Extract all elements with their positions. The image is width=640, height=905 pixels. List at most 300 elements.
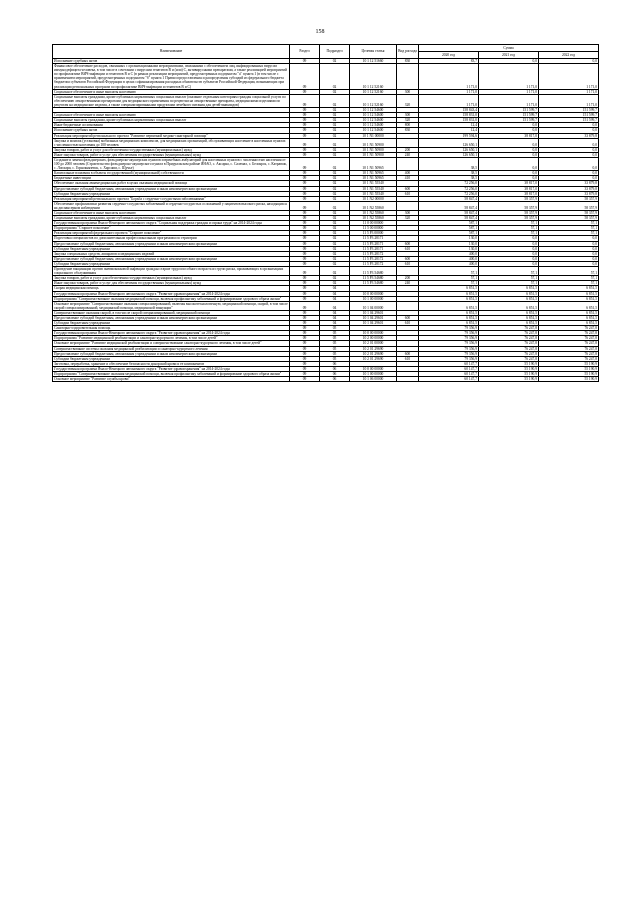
cell-type [397,64,419,90]
cell-section: 09 [290,216,320,221]
table-row [53,94,599,107]
cell-type: 300 [397,211,419,216]
cell-target: 10 0 00 00000 [350,331,397,336]
cell-target: 10 1 12 52160 [350,64,397,90]
cell-2022: 0,0 [539,152,599,157]
cell-section: 09 [290,133,320,138]
cell-2020: 79 356,9 [419,341,479,346]
cell-subsection: 02 [320,157,350,170]
cell-section: 09 [290,191,320,196]
cell-subsection: 02 [320,176,350,181]
cell-subsection: 02 [320,133,350,138]
cell-2022: 76 247,8 [539,346,599,351]
cell-name: Социальные выплаты гражданам, кроме публичных нормативных социальных выплат [53,118,290,123]
cell-subsection: 02 [320,267,350,276]
cell-section: 09 [290,113,320,118]
cell-2020: 587,1 [419,231,479,236]
cell-2021: 55 190,9 [479,366,539,371]
cell-target: 10 1 00 00000 [350,372,397,377]
cell-name: Подпрограмма "Совершенствование оказания медицинской помощи, включая профилактику заболеваний и формирование здорового образа жизни" [53,296,290,301]
cell-2020: 6 851,5 [419,286,479,291]
cell-2020: 6 851,5 [419,291,479,296]
cell-name: Реализация мероприятий регионального проекта "Борьба с сердечно-сосудистыми заболеваниями" [53,196,290,201]
cell-2021: 6 851,5 [479,321,539,326]
cell-subsection: 06 [320,361,350,366]
cell-name: Предоставление субсидий бюджетным, автономным учреждениям и иным некоммерческим организациям [53,256,290,261]
table-row [53,301,599,310]
cell-2020: 79 356,9 [419,326,479,331]
cell-2021: 57,1 [479,221,539,226]
cell-target: 10 1 12 54600 [350,118,397,123]
cell-type: 610 [397,356,419,361]
cell-section: 09 [290,261,320,266]
cell-name: Социальные выплаты гражданам, кроме публичных нормативных социальных выплат (оказание отдельным категориям граждан социальной услуги по обеспечению лекарственными препаратами для медицинского применения по рецептам на лекарственные препараты, медицинскими изделиями по рецептам на медицинские изделия, а также специализированными продуктами лечебного питания для детей-инвалидов) [53,94,290,107]
cell-2020: 1 171,0 [419,89,479,94]
cell-section: 09 [290,276,320,281]
cell-2021: 76 247,8 [479,336,539,341]
cell-section: 09 [290,196,320,201]
cell-name: Санаторно-оздоровительная помощь [53,326,290,331]
header-section: Раздел [290,45,320,59]
cell-target: 10 1 N1 50900 [350,138,397,147]
cell-target: 10 1 12 52160 [350,89,397,94]
cell-section: 09 [290,315,320,320]
cell-type: 610 [397,321,419,326]
cell-name: Субсидии бюджетным учреждениям [53,261,290,266]
cell-name: Совершенствование оказания скорой, в том числе скорой специализированной, медицинской помощи [53,310,290,315]
cell-target: 10 1 12 51660 [350,59,397,64]
cell-2022: 57,1 [539,267,599,276]
cell-type [397,301,419,310]
cell-name: Обеспечение оказания авиамедицинских работ в целях оказания медицинской помощи [53,181,290,186]
cell-target: 10 1 N1 50900 [350,147,397,152]
cell-type: 300 [397,113,419,118]
cell-2021: 76 247,8 [479,356,539,361]
cell-name: Подпрограмма "Старшее поколение" [53,226,290,231]
cell-2021: 1 171,0 [479,94,539,107]
cell-target: 11 5 00 00000 [350,226,397,231]
cell-subsection: 02 [320,196,350,201]
cell-name: Иные закупки товаров, работ и услуг для обеспечения государственных (муниципальных) нужд [53,281,290,286]
cell-subsection: 06 [320,372,350,377]
cell-target: 10 1 N1 00000 [350,133,397,138]
cell-type: 800 [397,123,419,128]
cell-section: 09 [290,326,320,331]
cell-2022: 1 171,0 [539,64,599,90]
cell-2021: 6 851,5 [479,301,539,310]
cell-name: Обеспечение профилактики развития сердечно-сосудистых заболеваний и сердечно-сосудистых осложнений у пациентов высокого риска, находящихся на диспансерном наблюдении [53,201,290,210]
cell-2021: 0,0 [479,128,539,133]
cell-section: 09 [290,94,320,107]
cell-type: 320 [397,118,419,123]
cell-subsection: 04 [320,286,350,291]
cell-2020: 79 356,9 [419,346,479,351]
cell-subsection: 04 [320,310,350,315]
cell-target: 10 1 12 52160 [350,94,397,107]
cell-name: Социальные выплаты гражданам, кроме публичных нормативных социальных выплат [53,216,290,221]
cell-target: 10 2 01 29690 [350,356,397,361]
cell-section: 09 [290,286,320,291]
header-year-2022: 2022 год [539,52,599,59]
cell-target: 10 2 01 00000 [350,341,397,346]
cell-section: 09 [290,346,320,351]
cell-subsection: 02 [320,181,350,186]
cell-2022: 55 190,9 [539,372,599,377]
cell-section: 09 [290,128,320,133]
cell-2022: 76 247,8 [539,331,599,336]
cell-section: 09 [290,377,320,382]
cell-section: 09 [290,108,320,113]
cell-2020: 72 256,0 [419,191,479,196]
cell-2020: 126 650,1 [419,138,479,147]
cell-2020: 199 594,6 [419,133,479,138]
cell-section: 09 [290,251,320,256]
cell-subsection: 05 [320,356,350,361]
cell-2022: 151 599,7 [539,118,599,123]
cell-type: 610 [397,246,419,251]
cell-target: 10 1 N2 55860 [350,211,397,216]
cell-name: Социальное обеспечение и иные выплаты населению [53,89,290,94]
cell-2020: 158 843,4 [419,108,479,113]
cell-section: 09 [290,351,320,356]
cell-2020: 60 147,7 [419,372,479,377]
cell-target: 11 5 P3 28171 [350,236,397,241]
cell-name: Субсидии бюджетным учреждениям [53,321,290,326]
cell-2020: 60 147,7 [419,377,479,382]
cell-name: Реализация мероприятий регионального проекта "Развитие первичной медико-санитарной помощи" [53,133,290,138]
cell-2022: 33 879,8 [539,181,599,186]
cell-name: Капитальные вложения в объекты государственной (муниципальной) собственности [53,171,290,176]
cell-2021: 0,0 [479,236,539,241]
cell-section: 09 [290,310,320,315]
cell-2021: 1 171,0 [479,89,539,94]
cell-2021: 58 357,9 [479,216,539,221]
cell-subsection: 05 [320,336,350,341]
cell-2021: 57,1 [479,231,539,236]
cell-name: Государственная программа Ямало-Ненецкого автономного округа "Развитие здравоохранения" на 2014-2024 годы [53,331,290,336]
cell-2021: 57,1 [479,281,539,286]
cell-target: 11 0 00 00000 [350,221,397,226]
cell-target: 10 1 N2 55860 [350,216,397,221]
header-subsection: Подраздел [320,45,350,59]
cell-2020: 158 831,0 [419,113,479,118]
cell-subsection: 02 [320,59,350,64]
cell-target: 10 1 N1 55540 [350,186,397,191]
cell-type: 600 [397,351,419,356]
cell-section: 09 [290,89,320,94]
cell-subsection: 04 [320,301,350,310]
header-target: Целевая статья [350,45,397,59]
cell-subsection: 02 [320,191,350,196]
cell-target: 11 5 P3 28172 [350,251,397,256]
cell-subsection: 02 [320,256,350,261]
cell-subsection: 02 [320,241,350,246]
cell-2020: 12,4 [419,123,479,128]
cell-2021: 55 190,9 [479,372,539,377]
cell-target: 10 1 12 54600 [350,128,397,133]
cell-target: 10 0 00 00000 [350,366,397,371]
cell-2022: 0,0 [539,261,599,266]
cell-2021: 76 247,8 [479,351,539,356]
cell-type [397,138,419,147]
cell-2022: 0,0 [539,251,599,256]
cell-name: Социальное обеспечение и иные выплаты населению [53,211,290,216]
cell-type: 600 [397,186,419,191]
cell-section: 09 [290,236,320,241]
cell-target: 10 1 N1 50900 [350,152,397,157]
cell-section: 09 [290,138,320,147]
cell-2022: 55 190,9 [539,377,599,382]
cell-target: 10 1 N1 50965 [350,171,397,176]
cell-2020: 1 171,0 [419,94,479,107]
cell-section: 09 [290,157,320,170]
cell-subsection: 02 [320,171,350,176]
cell-subsection: 06 [320,366,350,371]
cell-2022: 57,1 [539,276,599,281]
cell-2022: 0,0 [539,256,599,261]
cell-name: Подпрограмма "Развитие медицинской реабилитации и санаторно-курортного лечения, в том числе детей" [53,336,290,341]
cell-subsection: 02 [320,236,350,241]
cell-2022: 6 851,5 [539,296,599,301]
cell-section: 09 [290,341,320,346]
cell-target: 11 5 P3 28172 [350,261,397,266]
cell-name: Государственная программа Ямало-Ненецкого автономного округа "Развитие здравоохранения" на 2014-2024 годы [53,291,290,296]
cell-2020: 58 847,4 [419,216,479,221]
cell-subsection: 02 [320,216,350,221]
cell-section: 09 [290,281,320,286]
cell-type: 300 [397,89,419,94]
cell-name: Создание и замена фельдшерских, фельдшерско-акушерских пунктов и врачебных амбулаторий для населенных пунктов с численностью населения от 100 до 2000 человек (Строительство фельдшерско-акушерского пункта в Приуральском районе ЯНАО, с. Аксарка, с. Салемал, с. Белоярск, с. Катравож, с. Лопхари, с. Горнокнязевск, с. Харсаим, с. Щучье) [53,157,290,170]
cell-2022: 1 171,0 [539,89,599,94]
cell-section: 09 [290,331,320,336]
cell-subsection: 02 [320,281,350,286]
cell-2021: 6 851,5 [479,291,539,296]
cell-2020: 130,0 [419,246,479,251]
cell-name: Подпрограмма "Совершенствование оказания медицинской помощи, включая профилактику заболеваний и формирование здорового образа жизни" [53,372,290,377]
cell-target: 10 1 N2 55860 [350,201,397,210]
cell-subsection: 04 [320,321,350,326]
table-row [53,267,599,276]
cell-2020: 400,0 [419,261,479,266]
cell-2021: 0,0 [479,152,539,157]
cell-subsection: 02 [320,89,350,94]
cell-2021: 1 171,0 [479,64,539,90]
cell-target: 10 1 12 54600 [350,113,397,118]
cell-2021: 6 851,5 [479,296,539,301]
cell-2021: 0,0 [479,251,539,256]
cell-2020: 57,1 [419,276,479,281]
cell-target: 10 1 N1 55540 [350,191,397,196]
cell-section: 09 [290,123,320,128]
cell-2021: 6 851,5 [479,315,539,320]
cell-2021: 0,0 [479,261,539,266]
cell-2021: 38 817,0 [479,133,539,138]
cell-name: Бюджетные инвестиции [53,176,290,181]
cell-name: Основное мероприятие "Развитие службы крови" [53,377,290,382]
cell-2021: 38 817,0 [479,186,539,191]
cell-type: 410 [397,176,419,181]
cell-type: 600 [397,241,419,246]
cell-section: 09 [290,301,320,310]
cell-subsection: 02 [320,186,350,191]
cell-2021: 0,0 [479,246,539,251]
cell-subsection: 02 [320,231,350,236]
cell-target: 10 1 N2 00000 [350,196,397,201]
cell-target: 10 1 06 00000 [350,377,397,382]
cell-2022: 6 851,5 [539,310,599,315]
cell-2022: 58 357,9 [539,216,599,221]
cell-2020: 587,1 [419,221,479,226]
cell-target: 10 1 12 54600 [350,123,397,128]
cell-2020: 400,0 [419,251,479,256]
cell-target: 10 1 04 29601 [350,310,397,315]
cell-subsection: 02 [320,118,350,123]
cell-target: 10 1 04 29601 [350,315,397,320]
cell-subsection: 02 [320,201,350,210]
cell-type [397,201,419,210]
cell-2021: 38 817,0 [479,181,539,186]
header-name: Наименование [53,45,290,59]
cell-name: Подготовка специалистов по дополнительным профессиональным программам по гериатрии [53,236,290,241]
cell-2022: 0,0 [539,157,599,170]
cell-name: Иные закупки товаров, работ и услуг для обеспечения государственных (муниципальных) нужд [53,152,290,157]
cell-2020: 79 356,9 [419,351,479,356]
header-year-2020: 2020 год [419,52,479,59]
cell-target: 10 2 00 00000 [350,336,397,341]
cell-2020: 83,7 [419,59,479,64]
cell-section: 09 [290,321,320,326]
cell-name: Заготовка, переработка, хранение и обеспечение безопасности донорской крови и ее компонентов [53,361,290,366]
cell-section: 09 [290,59,320,64]
cell-type: 400 [397,171,419,176]
cell-section: 09 [290,267,320,276]
cell-section: 09 [290,241,320,246]
cell-subsection: 02 [320,261,350,266]
cell-subsection: 02 [320,152,350,157]
cell-2021: 55 190,9 [479,361,539,366]
cell-subsection: 02 [320,147,350,152]
cell-2020: 72 256,0 [419,186,479,191]
table-row [53,138,599,147]
cell-2020: 6 851,5 [419,301,479,310]
cell-2022: 0,0 [539,123,599,128]
cell-2020: 57,1 [419,281,479,286]
cell-2021: 0,0 [479,147,539,152]
cell-subsection: 04 [320,315,350,320]
cell-2021: 0,0 [479,171,539,176]
cell-section: 09 [290,372,320,377]
cell-2020: 58 847,4 [419,211,479,216]
cell-subsection: 02 [320,113,350,118]
cell-subsection: 02 [320,123,350,128]
cell-2020: 58 847,4 [419,196,479,201]
cell-2022: 0,0 [539,176,599,181]
cell-section: 09 [290,64,320,90]
cell-name: Государственная программа Ямало-Ненецкого автономного округа "Развитие здравоохранения" на 2014-2024 годы [53,366,290,371]
cell-2022: 0,0 [539,171,599,176]
table-row [53,64,599,90]
cell-subsection: 02 [320,251,350,256]
cell-subsection: 02 [320,221,350,226]
cell-type [397,267,419,276]
cell-2022: 1 171,0 [539,94,599,107]
cell-2022: 6 851,5 [539,291,599,296]
cell-2021: 76 247,8 [479,331,539,336]
header-sum: Сумма [419,45,599,52]
cell-name: Основное мероприятие "Развитие медицинской реабилитации и совершенствование санаторно-курортного лечения, в том числе детей" [53,341,290,346]
cell-2020: 130,0 [419,241,479,246]
cell-2022: 57,1 [539,281,599,286]
table-header [53,45,599,59]
cell-subsection: 04 [320,296,350,301]
cell-2022: 6 851,5 [539,301,599,310]
cell-2021: 58 357,9 [479,201,539,210]
cell-section: 09 [290,336,320,341]
cell-2022: 58 357,9 [539,211,599,216]
cell-2020: 60 147,7 [419,366,479,371]
cell-2022: 151 599,7 [539,113,599,118]
cell-2020: 6 851,5 [419,296,479,301]
cell-2021: 38 817,0 [479,191,539,196]
cell-name: Основное мероприятие "Совершенствование оказания специализированной, включая высокотехнологичную, медицинской помощи, скорой, в том числе скорой специализированной, медицинской помощи, медицинской эвакуации" [54,301,288,310]
cell-2020: 587,1 [419,226,479,231]
cell-2020: 60 147,7 [419,361,479,366]
cell-subsection: 05 [320,326,350,331]
cell-section: 09 [290,211,320,216]
cell-type: 830 [397,59,419,64]
cell-2022: 57,1 [539,221,599,226]
cell-name: Проведение вакцинации против пневмококковой инфекции граждан старше трудоспособного возраста из групп риска, проживающих в организациях социального обслуживания [53,267,290,276]
cell-2021: 151 599,7 [479,108,539,113]
cell-target: 11 5 P3 28171 [350,246,397,251]
cell-target: 10 1 N1 55540 [350,181,397,186]
cell-name: Финансовое обеспечение расходов, связанных с организационными мероприятиями, связанными с обеспечением лиц, инфицированных вирусом иммунодефицита человека, в том числе в сочетании с вирусами гепатитов B и (или) C, антивирусными препаратами, а также реализацией мероприятий по профилактике ВИЧ-инфекции и гепатитов B и C (в рамках реализации мероприятий, предусмотренных подпунктом "а" пункта 1 (в том числе с применением мероприятий, предусмотренных подпунктом "б" пункта 1 Правил предоставления и распределения субсидий из федерального бюджета бюджетам субъектов Российской Федерации в целях софинансирования расходных обязательств субъектов Российской Федерации, возникающих при реализации региональных программ по профилактике ВИЧ-инфекции и гепатитов B и C) [53,64,290,90]
cell-2022: 76 247,8 [539,341,599,346]
cell-target: 10 1 04 00000 [350,301,397,310]
cell-target: 10 1 04 29601 [350,321,397,326]
cell-2020: 79 356,9 [419,356,479,361]
cell-type: 320 [397,94,419,107]
cell-target: 11 5 P3 00000 [350,231,397,236]
cell-2022: 76 247,8 [539,326,599,331]
cell-2021: 58 357,9 [479,196,539,201]
cell-2020: 1 171,0 [419,64,479,90]
cell-target: 10 2 01 29690 [350,346,397,351]
cell-target: 11 5 P3 28172 [350,256,397,261]
cell-2021: 76 247,8 [479,346,539,351]
cell-name: Совершенствование системы оказания медицинской реабилитации и санаторно-курортного лечения [53,346,290,351]
cell-name: Субсидии бюджетным учреждениям [53,191,290,196]
cell-name: Предоставление субсидий бюджетным, автономным учреждениям и иным некоммерческим организациям [53,241,290,246]
cell-2022: 6 851,5 [539,315,599,320]
cell-2022: 55 190,9 [539,361,599,366]
cell-2020: 126 650,1 [419,147,479,152]
budget-table [52,44,599,382]
cell-2022: 33 879,8 [539,186,599,191]
cell-section: 09 [290,226,320,231]
cell-section: 09 [290,246,320,251]
cell-target: 10 2 01 29690 [350,351,397,356]
cell-subsection: 02 [320,226,350,231]
cell-2021: 0,0 [479,123,539,128]
cell-2021: 6 851,5 [479,310,539,315]
cell-2020: 6 851,5 [419,321,479,326]
cell-section: 09 [290,256,320,261]
cell-2021: 76 247,8 [479,341,539,346]
cell-type: 830 [397,128,419,133]
cell-2021: 58 357,9 [479,211,539,216]
cell-name: Исполнение судебных актов [53,59,290,64]
